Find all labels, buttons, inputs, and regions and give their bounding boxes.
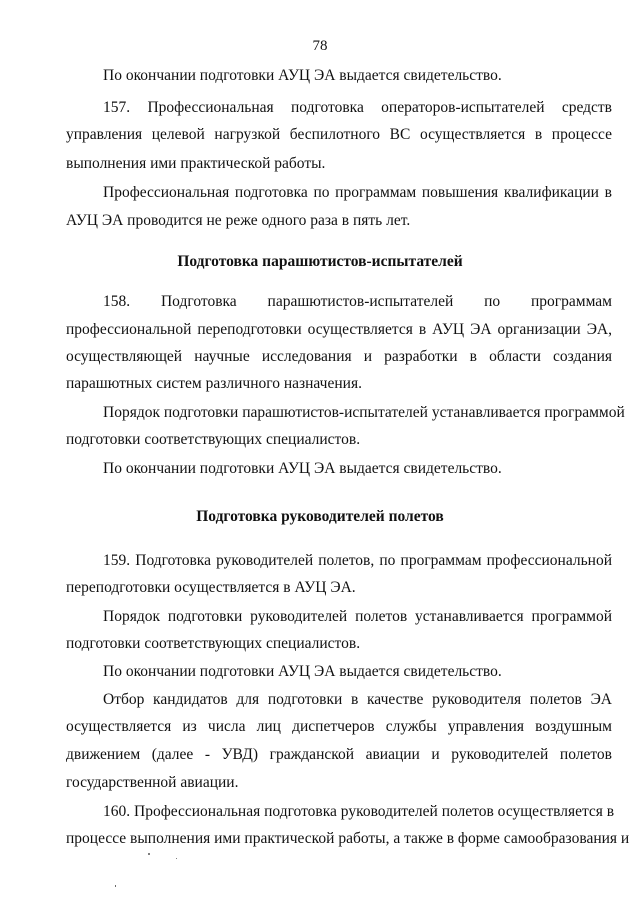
paragraph-line: 157. Профессиональная подготовка операторов-испытателей средств xyxy=(103,99,612,116)
paragraph-line: движением (далее - УВД) гражданской авиации и руководителей полетов xyxy=(66,746,612,763)
paragraph-line: Порядок подготовки руководителей полетов устанавливается программой xyxy=(103,608,612,625)
paragraph-line: осуществляющей научные исследования и разработки в области создания xyxy=(66,348,612,365)
paragraph-line: выполнения ими практической работы. xyxy=(66,155,326,172)
paragraph-line: переподготовки осуществляется в АУЦ ЭА. xyxy=(66,579,356,596)
paragraph-line: По окончании подготовки АУЦ ЭА выдается свидетельство. xyxy=(103,663,502,680)
paragraph-line: профессиональной переподготовки осуществляется в АУЦ ЭА организации ЭА, xyxy=(66,321,612,338)
paragraph-line: осуществляется из числа лиц диспетчеров службы управления воздушным xyxy=(66,718,612,735)
section-heading: Подготовка парашютистов-испытателей xyxy=(177,253,463,270)
scan-speck xyxy=(115,885,116,887)
paragraph-line: 159. Подготовка руководителей полетов, по программам профессиональной xyxy=(103,552,612,569)
paragraph-line: Порядок подготовки парашютистов-испытателей устанавливается программой xyxy=(103,404,625,421)
paragraph-line: АУЦ ЭА проводится не реже одного раза в пять лет. xyxy=(66,212,411,229)
section-heading: Подготовка руководителей полетов xyxy=(196,508,444,525)
scan-speck xyxy=(148,853,150,855)
page-number: 78 xyxy=(312,38,328,54)
paragraph-line: подготовки соответствующих специалистов. xyxy=(66,431,361,448)
paragraph-line: подготовки соответствующих специалистов. xyxy=(66,635,361,652)
paragraph-line: управления целевой нагрузкой беспилотного ВС осуществляется в процессе xyxy=(66,126,612,143)
paragraph-line: 160. Профессиональная подготовка руководителей полетов осуществляется в xyxy=(103,803,615,820)
paragraph-line: По окончании подготовки АУЦ ЭА выдается свидетельство. xyxy=(103,460,502,477)
paragraph-line: По окончании подготовки АУЦ ЭА выдается свидетельство. xyxy=(103,67,502,84)
scan-speck xyxy=(176,858,177,859)
paragraph-line: парашютных систем различного назначения. xyxy=(66,375,362,392)
paragraph-line: Профессиональная подготовка по программам повышения квалификации в xyxy=(103,184,612,201)
paragraph-line: государственной авиации. xyxy=(66,774,239,791)
paragraph-line: Отбор кандидатов для подготовки в качестве руководителя полетов ЭА xyxy=(103,691,612,708)
paragraph-line: 158. Подготовка парашютистов-испытателей по программам xyxy=(103,293,612,310)
paragraph-line: процессе выполнения ими практической работы, а также в форме самообразования и xyxy=(66,830,630,847)
